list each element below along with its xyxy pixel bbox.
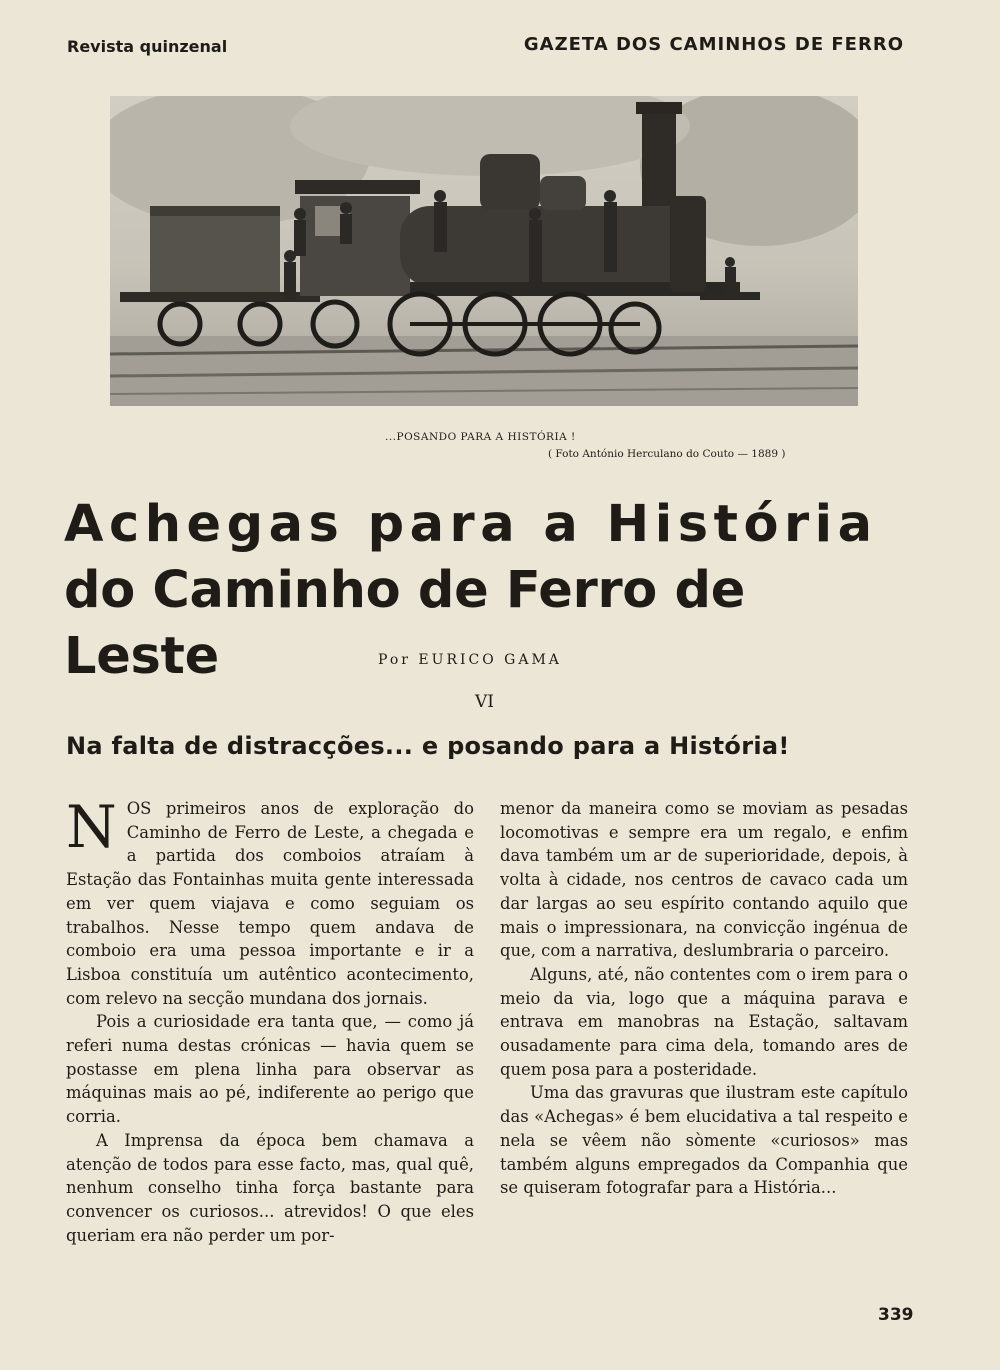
paragraph: Pois a curiosidade era tanta que, — como já referi numa destas crónicas — havia quem se postasse em plena linha para observar as máquinas mais ao pé, indiferente ao perigo que corria.	[66, 1012, 474, 1127]
page-number: 339	[878, 1305, 914, 1325]
chapter-number: VI	[475, 692, 494, 712]
paragraph	[66, 793, 474, 1010]
photo-caption: ...POSANDO PARA A HISTÓRIA !	[385, 431, 576, 443]
drop-cap: N	[66, 793, 117, 861]
paragraph: A Imprensa da época bem chamava a atenção de todos para esse facto, mas, qual quê, nenhum conselho tinha força bastante para convencer os curiosos... atrevidos! O que eles queriam era não perder um por-	[66, 1130, 474, 1245]
title-line-2: do Caminho de Ferro de Leste	[64, 561, 745, 686]
paragraph: Uma das gravuras que ilustram este capítulo das «Achegas» é bem elucidativa a tal respeito e nela se vêem não sòmente «curiosos» mas também alguns empregados da Companhia que se quiseram fotografar para a História...	[500, 1083, 908, 1198]
article-column-right	[500, 797, 908, 1200]
paragraph: menor da maneira como se moviam as pesadas locomotivas e sempre era um regalo, e enfim dava também um ar de superioridade, depois, à volta à cidade, nos centros de cavaco cada um dar largas ao seu espírito contando aquilo que mais o impressionara, na convicção ingénua de que, com a narrativa, deslumbraria o parceiro.	[500, 799, 908, 961]
locomotive-photo	[110, 96, 858, 406]
article-column-left	[66, 793, 474, 1247]
paragraph-text: OS primeiros anos de exploração do Caminho de Ferro de Leste, a chegada e a partida dos comboios atraíam à Estação das Fontainhas muita gente interessada em ver quem viajava e como seguiam os trabalhos. Nesse tempo quem andava de comboio era uma pessoa importante e ir a Lisboa constituía um autêntico acontecimento, com relevo na secção mundana dos jornais.	[66, 799, 474, 1008]
locomotive-illustration	[110, 96, 858, 406]
photo-credit: ( Foto António Herculano do Couto — 1889 )	[548, 448, 786, 460]
header-magazine-title: GAZETA DOS CAMINHOS DE FERRO	[523, 34, 904, 55]
paragraph: Alguns, até, não contentes com o irem para o meio da via, logo que a máquina parava e entrava em manobras na Estação, saltavam ousadamente para cima dela, tomando ares de quem posa para a posteridade.	[500, 964, 908, 1079]
byline: Por EURICO GAMA	[378, 652, 562, 668]
title-line-1: Achegas para a História	[64, 495, 878, 554]
chapter-subtitle: Na falta de distracções... e posando para a História!	[66, 732, 790, 760]
header-periodicity: Revista quinzenal	[67, 37, 228, 56]
